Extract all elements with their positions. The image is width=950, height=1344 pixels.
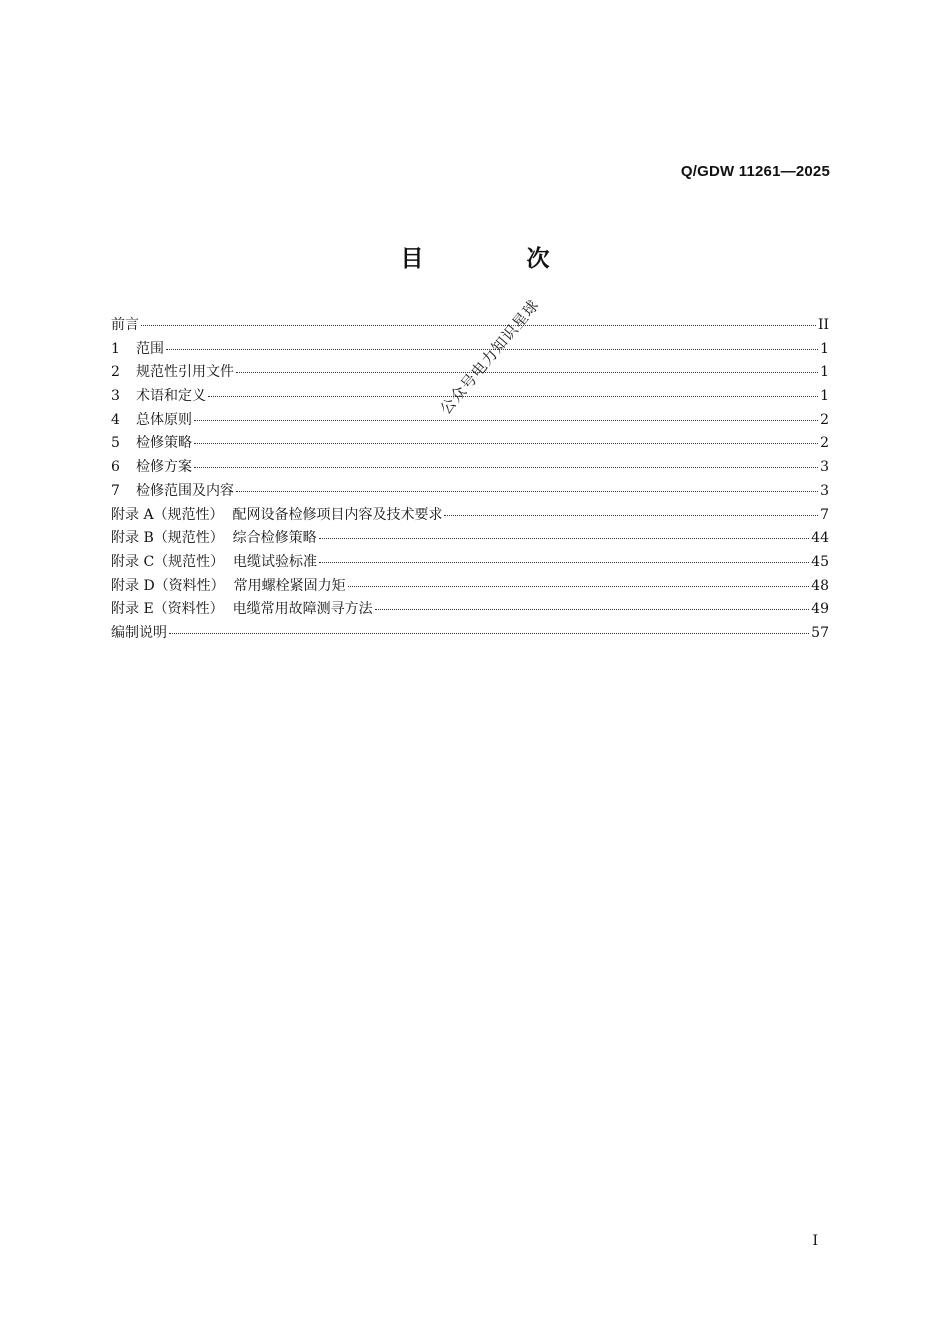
toc-leader-dots: [375, 609, 810, 610]
toc-leader-dots: [348, 586, 810, 587]
toc-entry-label: 附录 A（规范性） 配网设备检修项目内容及技术要求: [111, 506, 443, 523]
toc-entry-label: 前言: [111, 317, 139, 333]
toc-entry-page: 1: [820, 340, 829, 357]
toc-entry-foreword[interactable]: [111, 314, 829, 338]
toc-entry-page: 2: [820, 435, 829, 452]
toc-entry-appendix-e[interactable]: [111, 598, 829, 622]
toc-entry-page: 57: [811, 624, 829, 641]
page-title: 目 次: [400, 246, 590, 272]
toc-entry-label: 总体原则: [136, 411, 192, 428]
toc-entry-page: 49: [811, 601, 829, 618]
toc-entry-number: 5: [111, 435, 120, 452]
toc-entry-page: 3: [820, 459, 829, 476]
toc-entry-number: 4: [111, 411, 120, 428]
toc-entry-general-principles[interactable]: [111, 409, 829, 433]
watermark-text: 公众号电力知识星球: [436, 295, 543, 418]
document-code: Q/GDW 11261—2025: [680, 163, 830, 180]
toc-entry-label: 附录 C（规范性） 电缆试验标准: [111, 553, 318, 570]
toc-entry-appendix-a[interactable]: [111, 504, 829, 528]
toc-entry-page: 45: [811, 553, 829, 570]
toc-entry-number: 1: [111, 340, 120, 357]
toc-leader-dots: [169, 633, 809, 634]
toc-leader-dots: [444, 515, 818, 516]
toc-leader-dots: [236, 491, 818, 492]
toc-entry-label: 编制说明: [111, 624, 167, 641]
toc-entry-compilation-notes[interactable]: [111, 622, 829, 646]
toc-leader-dots: [319, 538, 810, 539]
toc-entry-maintenance-plan[interactable]: [111, 456, 829, 480]
toc-entry-page: 1: [820, 364, 829, 381]
toc-entry-appendix-d[interactable]: [111, 575, 829, 599]
toc-entry-label: 术语和定义: [136, 388, 206, 405]
toc-entry-label: 附录 B（规范性） 综合检修策略: [111, 530, 317, 547]
toc-entry-maintenance-strategy[interactable]: [111, 432, 829, 456]
toc-entry-page: 7: [820, 506, 829, 523]
toc-leader-dots: [194, 420, 818, 421]
toc-entry-page: 44: [811, 530, 829, 547]
toc-entry-label: 规范性引用文件: [136, 364, 234, 381]
toc-entry-scope[interactable]: [111, 338, 829, 362]
toc-entry-number: 2: [111, 364, 120, 381]
toc-leader-dots: [236, 372, 818, 373]
toc-entry-number: 7: [111, 482, 120, 499]
toc-entry-number: 3: [111, 388, 120, 405]
toc-leader-dots: [194, 443, 818, 444]
toc-entry-label: 范围: [136, 340, 164, 357]
toc-entry-page: 48: [811, 577, 829, 594]
toc-entry-number: 6: [111, 459, 120, 476]
toc-leader-dots: [194, 467, 818, 468]
toc-entry-appendix-c[interactable]: [111, 551, 829, 575]
toc-entry-label: 附录 D（资料性） 常用螺栓紧固力矩: [111, 577, 346, 594]
toc-entry-page: 1: [820, 388, 829, 405]
toc-leader-dots: [141, 325, 816, 326]
toc-leader-dots: [208, 396, 818, 397]
toc-entry-label: 检修方案: [136, 459, 192, 476]
toc-entry-label: 检修范围及内容: [136, 482, 234, 499]
toc-entry-page: 2: [820, 411, 829, 428]
toc-entry-page: II: [817, 317, 829, 333]
toc-entry-page: 3: [820, 482, 829, 499]
toc-entry-appendix-b[interactable]: [111, 527, 829, 551]
page-number: I: [812, 1233, 818, 1249]
toc-entry-maintenance-scope-content[interactable]: [111, 480, 829, 504]
toc-leader-dots: [319, 562, 809, 563]
toc-entry-label: 附录 E（资料性） 电缆常用故障测寻方法: [111, 601, 373, 618]
toc-entry-label: 检修策略: [136, 435, 192, 452]
